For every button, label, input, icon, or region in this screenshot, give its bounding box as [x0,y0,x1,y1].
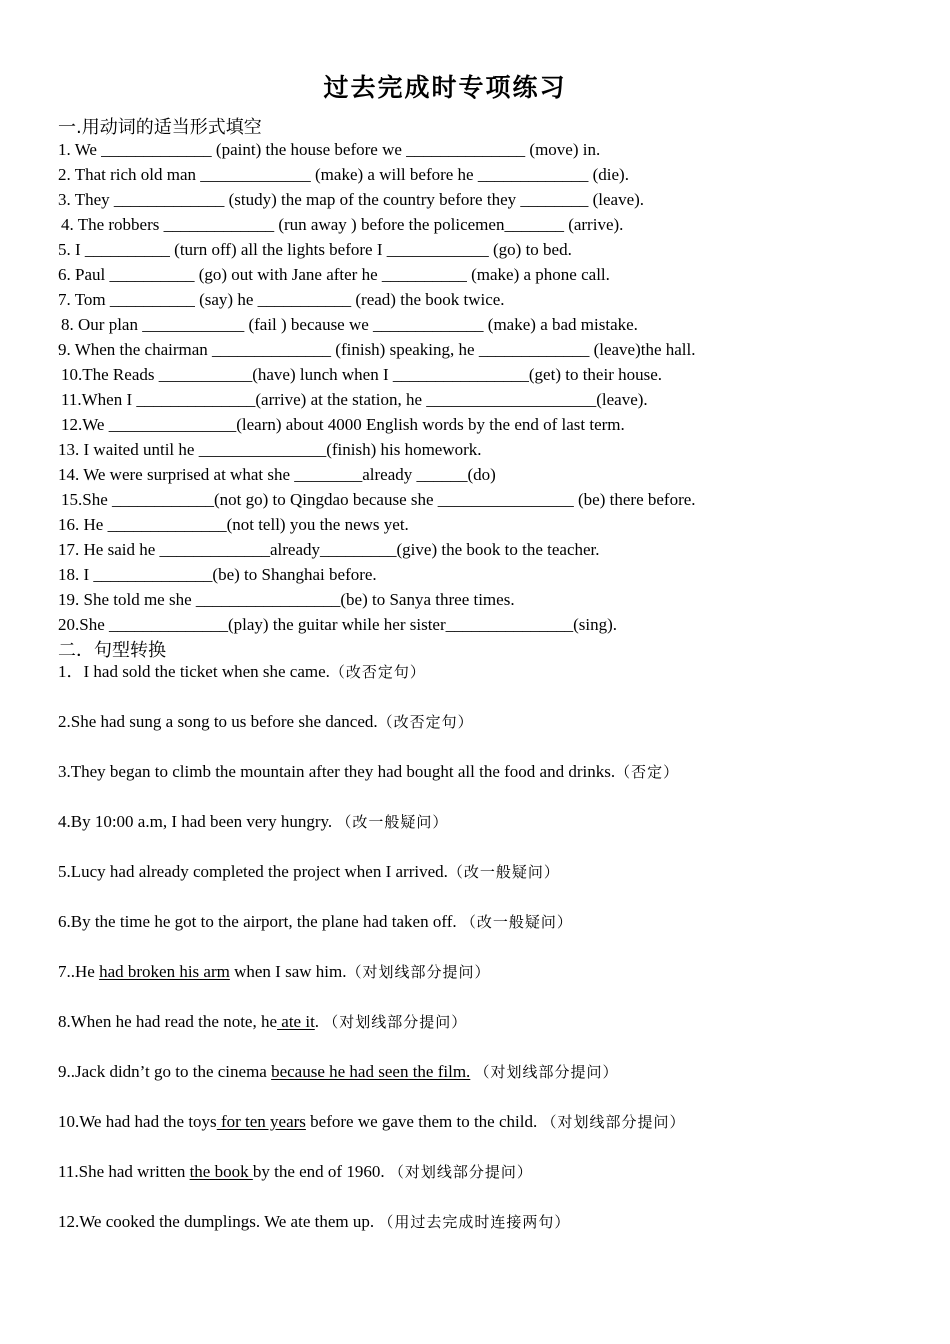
item-text-after: by the end of 1960. [252,1162,389,1181]
transform-item [58,1112,685,1132]
exercise-line: 6. Paul __________ (go) out with Jane after he __________ (make) a phone call. [58,265,610,284]
item-text-after: before we gave them to the child. [305,1112,542,1131]
instruction-note: （否定） [615,763,680,781]
section-heading-fill-in: 一.用动词的适当形式填空 [58,117,262,138]
exercise-line: 18. I ______________(be) to Shanghai before. [58,565,377,584]
exercise-line: 5. I __________ (turn off) all the lights before I ____________ (go) to bed. [58,240,572,259]
transform-item [58,712,474,732]
exercise-line: 20.She ______________(play) the guitar while her sister_______________(sing). [58,615,618,634]
exercise-line: 16. He ______________(not tell) you the news yet. [58,515,409,534]
underlined-part: had broken his arm [99,962,230,981]
item-text: 4.By 10:00 a.m, I had been very hungry. [58,812,337,831]
instruction-note: （对划线部分提问） [474,1063,619,1081]
item-text: 5.Lucy had already completed the project when I arrived. [58,862,448,881]
transform-item [58,962,491,982]
transform-item [58,812,448,832]
underlined-part: because he had seen the film. [271,1062,471,1081]
transform-item [58,1212,570,1232]
transform-item [58,662,426,682]
section-heading-sentence-transform: 二．句型转换 [58,640,166,661]
exercise-line: 12.We _______________(learn) about 4000 English words by the end of last term. [61,415,625,434]
exercise-line: 10.The Reads ___________(have) lunch when I ________________(get) to their house. [61,365,663,384]
exercise-line: 9. When the chairman ______________ (finish) speaking, he _____________ (leave)the hall. [58,340,696,359]
transform-item [58,912,573,932]
item-text: 3.They began to climb the mountain after they had bought all the food and drinks. [58,762,616,781]
exercise-line: 13. I waited until he _______________(finish) his homework. [58,440,482,459]
exercise-line: 17. He said he _____________already_________(give) the book to the teacher. [58,540,600,559]
exercise-line: 11.When I ______________(arrive) at the station, he ____________________(leave). [61,390,648,409]
instruction-note: （改一般疑问） [336,813,449,831]
exercise-line: 1. We _____________ (paint) the house before we ______________ (move) in. [58,140,601,159]
instruction-note: （用过去完成时连接两句） [378,1213,571,1231]
exercise-line: 3. They _____________ (study) the map of the country before they ________ (leave). [58,190,645,209]
exercise-line: 8. Our plan ____________ (fail ) because we _____________ (make) a bad mistake. [61,315,638,334]
item-text: 1．I had sold the ticket when she came. [58,662,330,681]
item-text: 12.We cooked the dumplings. We ate them up. [58,1212,379,1231]
item-text: 6.By the time he got to the airport, the plane had taken off. [58,912,461,931]
item-text: 2.She had sung a song to us before she danced. [58,712,378,731]
exercise-line: 2. That rich old man _____________ (make) a will before he _____________ (die). [58,165,629,184]
item-text: 10.We had had the toys [58,1112,217,1131]
exercise-line: 19. She told me she _________________(be) to Sanya three times. [58,590,515,609]
instruction-note: （对划线部分提问） [346,963,491,981]
item-text: 11.She had written [58,1162,190,1181]
item-text: 7..He [58,962,100,981]
transform-item [58,862,560,882]
transform-item [58,762,679,782]
exercise-line: 14. We were surprised at what she ________already ______(do) [58,465,496,484]
instruction-note: （改一般疑问） [447,863,560,881]
instruction-note: （对划线部分提问） [323,1013,468,1031]
item-text-after: when I saw him. [229,962,347,981]
page-title: 过去完成时专项练习 [323,73,567,102]
exercise-line: 4. The robbers _____________ (run away ) before the policemen_______ (arrive). [61,215,624,234]
underlined-part: ate it [277,1012,315,1031]
instruction-note: （改否定句） [377,713,474,731]
instruction-note: （对划线部分提问） [541,1113,686,1131]
transform-item [58,1012,467,1032]
underlined-part: for ten years [216,1112,306,1131]
transform-item [58,1162,533,1182]
item-text: 9..Jack didn’t go to the cinema [58,1062,272,1081]
item-text: 8.When he had read the note, he [58,1012,278,1031]
exercise-line: 15.She ____________(not go) to Qingdao because she ________________ (be) there before. [61,490,696,509]
instruction-note: （改一般疑问） [460,913,573,931]
instruction-note: （改否定句） [329,663,426,681]
instruction-note: （对划线部分提问） [388,1163,533,1181]
item-text-after: . [314,1012,324,1031]
underlined-part: the book [189,1162,253,1181]
transform-item [58,1062,619,1082]
exercise-line: 7. Tom __________ (say) he ___________ (read) the book twice. [58,290,505,309]
